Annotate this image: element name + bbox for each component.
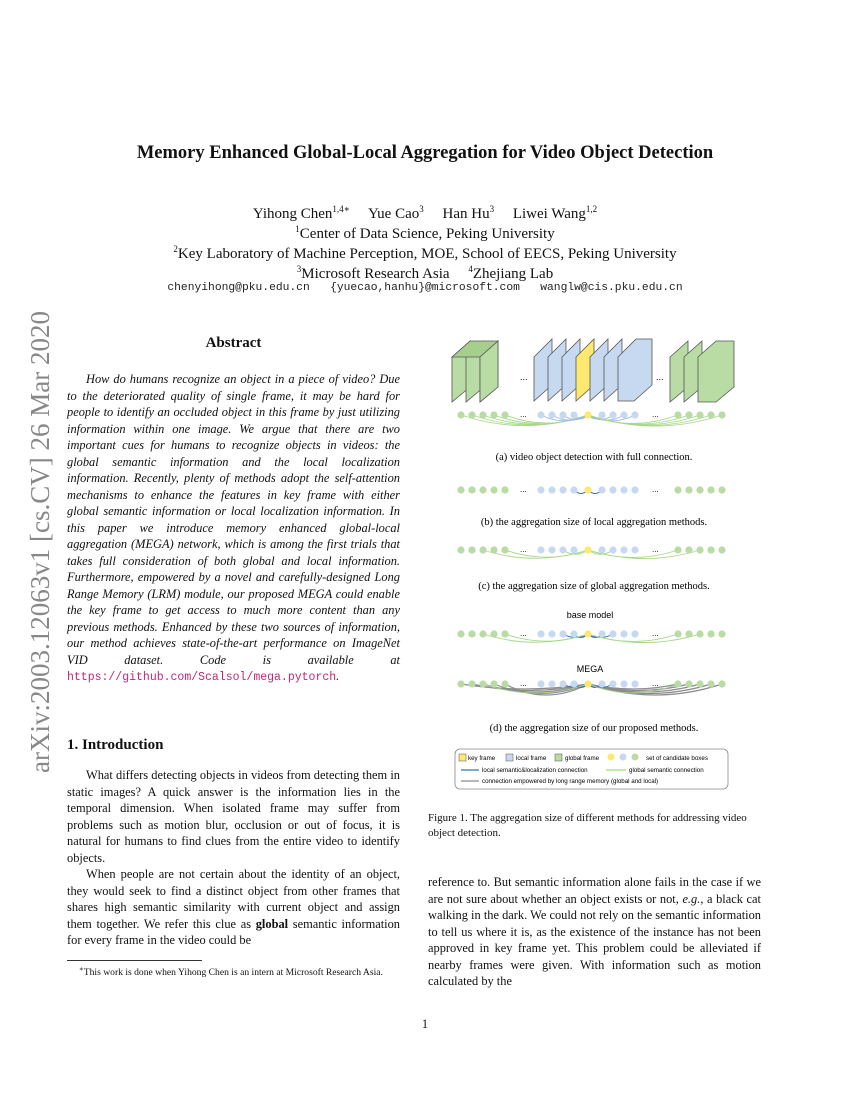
affiliation-text: Center of Data Science, Peking University <box>299 226 555 242</box>
candidate-box-node <box>609 630 616 637</box>
candidate-box-node <box>559 680 566 687</box>
candidate-box-node <box>548 546 555 553</box>
candidate-box-node <box>584 546 591 553</box>
candidate-box-node <box>631 411 638 418</box>
node-row-a <box>457 410 725 426</box>
candidate-box-node <box>490 411 497 418</box>
ellipsis: ... <box>652 679 659 688</box>
footnote-mark: ∗ <box>79 965 84 973</box>
candidate-box-node <box>537 411 544 418</box>
author-emails: chenyihong@pku.edu.cn {yuecao,hanhu}@microsoft.com wanglw@cis.pku.edu.cn <box>167 282 683 294</box>
candidate-box-node <box>696 546 703 553</box>
candidate-box-node <box>501 546 508 553</box>
node-row-c <box>457 545 725 559</box>
candidate-box-node <box>598 630 605 637</box>
candidate-box-node <box>598 411 605 418</box>
candidate-box-node <box>548 680 555 687</box>
candidate-box-node <box>707 680 714 687</box>
candidate-box-node <box>457 680 464 687</box>
legend-global-frame-swatch <box>555 754 562 761</box>
candidate-box-node <box>674 411 681 418</box>
footnote-rule <box>67 960 202 961</box>
global-frame <box>698 341 734 402</box>
candidate-box-node <box>674 546 681 553</box>
abstract-body <box>67 371 400 687</box>
candidate-box-node <box>620 546 627 553</box>
ellipsis: ... <box>652 485 659 494</box>
intro-paragraph-1: What differs detecting objects in videos from detecting them in static images? A quick answer is the information lies in the temporal dimension. When isolated frame may suffer from problems such as motion blur, occlusion or out of focus, it is natural for humans to find clues from the entire video to identify objects. <box>67 768 400 865</box>
caption-b: (b) the aggregation size of local aggregation methods. <box>480 517 708 528</box>
candidate-box-node <box>685 486 692 493</box>
candidate-box-node <box>490 486 497 493</box>
intro-paragraph-2 <box>67 866 400 949</box>
author-name: Han Hu <box>442 206 490 222</box>
author-name: Yihong Chen <box>252 206 333 222</box>
candidate-box-node <box>457 411 464 418</box>
candidate-box-node <box>570 680 577 687</box>
candidate-box-node <box>479 680 486 687</box>
figure-legend <box>455 749 728 789</box>
right-column-paragraph <box>428 874 761 990</box>
affiliation-mark: 4 <box>468 264 473 274</box>
legend-local-conn: local semantic&localization connection <box>482 767 588 774</box>
candidate-box-node <box>631 546 638 553</box>
candidate-box-node <box>631 680 638 687</box>
author-affiliation-mark: 1,2 <box>585 204 598 214</box>
global-keyword: global <box>255 916 289 931</box>
candidate-box-node <box>609 680 616 687</box>
paper-title: Memory Enhanced Global-Local Aggregation for Video Object Detection <box>136 143 714 163</box>
candidate-box-node <box>620 630 627 637</box>
candidate-box-node <box>570 411 577 418</box>
candidate-box-node <box>468 411 475 418</box>
candidate-box-node <box>559 411 566 418</box>
candidate-box-node <box>674 486 681 493</box>
candidate-box-node <box>707 486 714 493</box>
candidate-box-node <box>559 486 566 493</box>
candidate-box-node <box>609 411 616 418</box>
footnote <box>67 963 400 979</box>
mega-label: MEGA <box>576 664 604 674</box>
ellipsis: ... <box>652 629 659 638</box>
node-row-mega <box>457 679 725 695</box>
candidate-box-node <box>457 546 464 553</box>
candidate-box-node <box>718 486 725 493</box>
candidate-box-node <box>479 546 486 553</box>
paragraph-text: , a black cat walking in the dark. We could not rely on the semantic information to tell us where it is, as the existence of the instance has not been approved in key frame yet. This problem could be alleviated if nearby frames were given. With information such as motion calculated by the <box>428 891 761 988</box>
legend-dot-blue <box>620 754 627 761</box>
candidate-box-node <box>707 546 714 553</box>
abstract-text: How do humans recognize an object in a piece of video? Due to the deteriorated quality of single frame, it may be hard for people to identify an occluded object in this frame by just utilizing information within one image. We argue that there are two important cues for humans to recognize objects in videos: the global semantic information and the local localization information. Recently, plenty of methods adopt the self-attention mechanisms to enhance the features in key frame with either global semantic information or local localization information. In this paper we introduce memory enhanced global-local aggregation (MEGA) network, which is among the first trials that takes full consideration of both global and local information. Furthermore, empowered by a novel and carefully-designed Long Range Memory (LRM) module, our proposed MEGA could enable the key frame to get access to much more content than any previous methods. Enhanced by these two sources of information, our method achieves state-of-the-art performance on ImageNet VID dataset. Code is available at <box>67 372 400 667</box>
candidate-box-node <box>631 630 638 637</box>
ellipsis: ... <box>520 545 527 554</box>
candidate-box-node <box>598 680 605 687</box>
author-affiliation-mark: 3 <box>419 204 424 214</box>
ellipsis: ... <box>520 629 527 638</box>
candidate-box-node <box>609 546 616 553</box>
base-model-label: base model <box>566 610 614 620</box>
ellipsis: ... <box>520 679 527 688</box>
candidate-box-node <box>548 411 555 418</box>
candidate-box-node <box>537 546 544 553</box>
candidate-box-node <box>548 630 555 637</box>
legend-key-frame-swatch <box>459 754 466 761</box>
candidate-box-node <box>490 630 497 637</box>
caption-c: (c) the aggregation size of global aggregation methods. <box>478 581 710 592</box>
candidate-box-node <box>631 486 638 493</box>
candidate-box-node <box>696 630 703 637</box>
candidate-box-node <box>490 546 497 553</box>
affiliation-mark: 3 <box>296 264 302 274</box>
caption-d: (d) the aggregation size of our proposed methods. <box>489 723 699 734</box>
ellipsis: ... <box>652 410 659 419</box>
eg-abbrev: e.g. <box>682 891 701 906</box>
node-row-base <box>457 629 725 643</box>
candidate-box-node <box>548 486 555 493</box>
candidate-box-node <box>584 680 591 687</box>
candidate-box-node <box>559 630 566 637</box>
candidate-box-node <box>479 630 486 637</box>
author-affiliation-mark: 1,4∗ <box>332 204 350 214</box>
candidate-box-node <box>620 680 627 687</box>
candidate-box-node <box>696 486 703 493</box>
candidate-box-node <box>570 486 577 493</box>
legend-candidates: set of candidate boxes <box>646 755 708 762</box>
candidate-box-node <box>674 630 681 637</box>
candidate-box-node <box>598 486 605 493</box>
ellipsis: ... <box>656 372 664 382</box>
candidate-box-node <box>479 411 486 418</box>
figure-1-caption: Figure 1. The aggregation size of different methods for addressing video object detection. <box>428 812 747 839</box>
candidate-box-node <box>537 680 544 687</box>
caption-a: (a) video object detection with full connection. <box>495 452 693 463</box>
candidate-box-node <box>620 411 627 418</box>
code-link[interactable]: https://github.com/Scalsol/mega.pytorch <box>67 671 337 684</box>
footnote-text: This work is done when Yihong Chen is an intern at Microsoft Research Asia. <box>83 967 383 979</box>
candidate-box-node <box>468 680 475 687</box>
candidate-box-node <box>718 546 725 553</box>
node-row-b <box>457 485 725 494</box>
abstract-heading: Abstract <box>205 335 262 351</box>
intro-paragraph-2-text: semantic information for every frame in the video could be <box>67 916 400 947</box>
affiliation-mark: 2 <box>173 244 178 254</box>
candidate-box-node <box>609 486 616 493</box>
candidate-box-node <box>501 411 508 418</box>
candidate-box-node <box>468 630 475 637</box>
page-number: 1 <box>421 1017 429 1031</box>
legend-local-frame-swatch <box>506 754 513 761</box>
candidate-box-node <box>696 411 703 418</box>
author-name: Liwei Wang <box>512 206 586 222</box>
candidate-box-node <box>685 630 692 637</box>
candidate-box-node <box>490 680 497 687</box>
local-frame <box>618 339 652 401</box>
frames-stack <box>452 339 734 402</box>
ellipsis: ... <box>520 485 527 494</box>
candidate-box-node <box>457 486 464 493</box>
candidate-box-node <box>674 680 681 687</box>
candidate-box-node <box>537 486 544 493</box>
ellipsis: ... <box>520 372 528 382</box>
paragraph-text: reference to. But semantic information alone fails in the case if we are not sure about whether an object exists or not, <box>428 875 761 906</box>
affiliation-text: Zhejiang Lab <box>472 266 554 282</box>
candidate-box-node <box>537 630 544 637</box>
arxiv-identifier: arXiv:2003.12063v1 [cs.CV] 26 Mar 2020 <box>25 311 55 773</box>
legend-global-frame: global frame <box>565 755 600 762</box>
candidate-box-node <box>501 680 508 687</box>
candidate-box-node <box>559 546 566 553</box>
legend-memory-conn: connection empowered by long range memory (global and local) <box>482 778 659 785</box>
introduction-heading: 1. Introduction <box>67 737 164 753</box>
candidate-box-node <box>584 486 591 493</box>
candidate-box-node <box>570 546 577 553</box>
candidate-box-node <box>685 680 692 687</box>
ellipsis: ... <box>652 545 659 554</box>
ellipsis: ... <box>520 410 527 419</box>
legend-global-conn: global semantic connection <box>629 767 704 774</box>
affiliation-text: Key Laboratory of Machine Perception, MOE, School of EECS, Peking University <box>177 246 677 262</box>
candidate-box-node <box>685 411 692 418</box>
abstract-end: . <box>336 669 340 683</box>
candidate-box-node <box>468 486 475 493</box>
candidate-box-node <box>584 630 591 637</box>
candidate-box-node <box>479 486 486 493</box>
legend-dot-green <box>632 754 639 761</box>
candidate-box-node <box>501 630 508 637</box>
affiliation-text: Microsoft Research Asia <box>301 266 450 282</box>
candidate-box-node <box>718 680 725 687</box>
legend-key-frame: key frame <box>468 755 496 762</box>
candidate-box-node <box>598 546 605 553</box>
affiliation-3-4 <box>0 259 850 284</box>
author-affiliation-mark: 3 <box>489 204 495 214</box>
candidate-box-node <box>707 411 714 418</box>
candidate-box-node <box>718 411 725 418</box>
candidate-box-node <box>620 486 627 493</box>
affiliation-mark: 1 <box>295 224 300 234</box>
candidate-box-node <box>584 411 591 418</box>
legend-dot-yellow <box>608 754 615 761</box>
candidate-box-node <box>707 630 714 637</box>
candidate-box-node <box>685 546 692 553</box>
author-name: Yue Cao <box>368 206 420 222</box>
intro-paragraph-2-text: When people are not certain about the identity of an object, they would seek to find a distinct object from other frames that shares high semantic similarity with current object and assign them together. We refer this clue as <box>67 867 400 931</box>
candidate-box-node <box>457 630 464 637</box>
candidate-box-node <box>718 630 725 637</box>
candidate-box-node <box>501 486 508 493</box>
figure-1 <box>428 325 761 805</box>
legend-local-frame: local frame <box>516 755 547 762</box>
candidate-box-node <box>696 680 703 687</box>
candidate-box-node <box>570 630 577 637</box>
candidate-box-node <box>468 546 475 553</box>
